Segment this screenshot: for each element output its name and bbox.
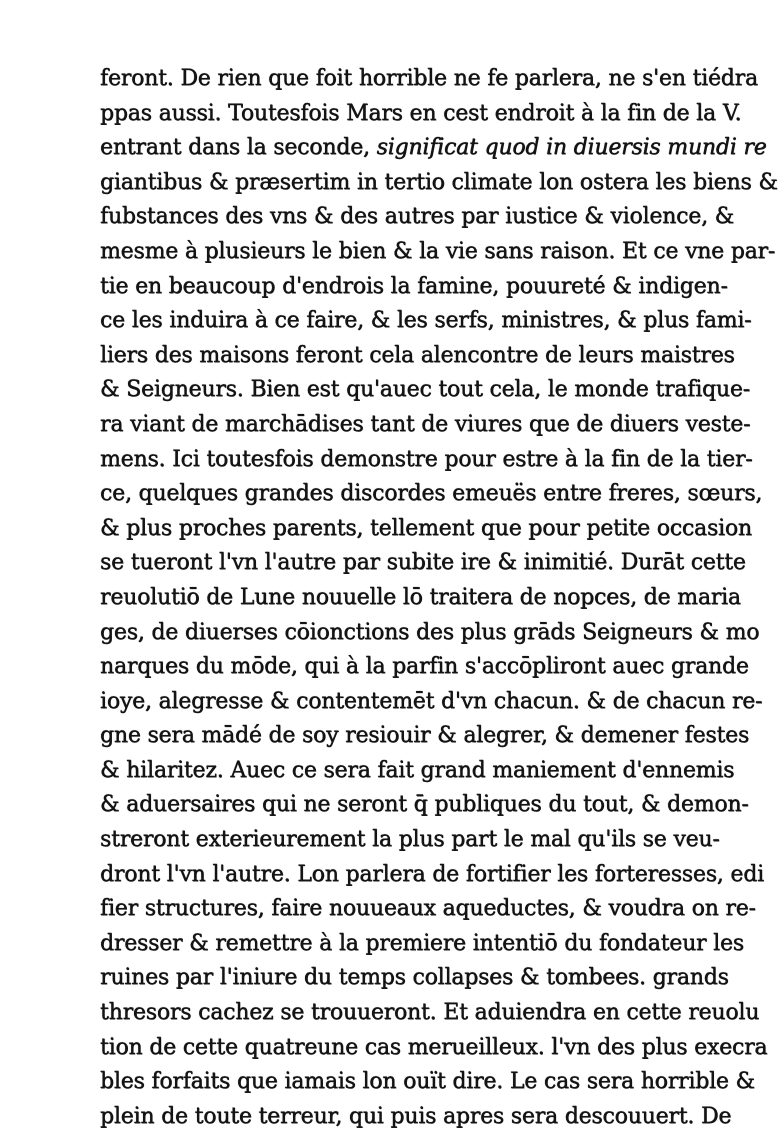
text-line: fubstances des vns & des autres par iustice & violence, &	[100, 204, 735, 230]
text-line: plein de toute terreur, qui puis apres sera descouuert. De	[100, 1103, 732, 1129]
text-line: ioye, alegresse & contentemēt d'vn chacun. & de chacun re-	[100, 688, 763, 714]
text-line: tion de cette quatreune cas merueilleux. l'vn des plus execra	[100, 1034, 768, 1060]
text-fragment: entrant dans la seconde,	[100, 135, 370, 161]
text-line: & aduersaires qui ne seront q̄ publiques du tout, & demon-	[100, 792, 749, 818]
text-line: giantibus & præsertim in tertio climate lon ostera les biens &	[100, 169, 778, 195]
text-line: thresors cachez se trouueront. Et aduiendra en cette reuolu	[100, 1000, 760, 1026]
text-line: mens. Ici toutesfois demonstre pour estre à la fin de la tier-	[100, 446, 753, 472]
text-line: ppas aussi. Toutesfois Mars en cest endroit à la fin de la V.	[100, 100, 742, 126]
text-line: & plus proches parents, tellement que pour petite occasion	[100, 515, 752, 541]
text-line: reuolutiō de Lune nouuelle lō traitera de nopces, de maria	[100, 584, 741, 610]
text-line: ce, quelques grandes discordes emeuës entre freres, sœurs,	[100, 481, 763, 507]
text-line: narques du mōde, qui à la parfin s'accōpliront auec grande	[100, 654, 749, 680]
text-line: dront l'vn l'autre. Lon parlera de fortifier les forteresses, edi	[100, 861, 764, 887]
text-line: fier structures, faire nouueaux aqueductes, & voudra on re-	[100, 896, 756, 922]
text-line-mixed	[100, 131, 767, 166]
text-line: liers des maisons feront cela alencontre de leurs maistres	[100, 342, 735, 368]
page-text	[100, 62, 778, 1134]
text-line: ges, de diuerses cōionctions des plus grāds Seigneurs & mo	[100, 619, 760, 645]
text-line: ce les induira à ce faire, & les serfs, ministres, & plus fami-	[100, 308, 752, 334]
text-line: gne sera mādé de soy resiouir & alegrer, & demener festes	[100, 723, 750, 749]
text-line: dresser & remettre à la premiere intentiō du fondateur les	[100, 930, 744, 956]
text-line: & hilaritez. Auec ce sera fait grand maniement d'ennemis	[100, 757, 735, 783]
text-line: se tueront l'vn l'autre par subite ire & inimitié. Durāt cette	[100, 550, 746, 576]
text-line: & Seigneurs. Bien est qu'auec tout cela, le monde trafique-	[100, 377, 750, 403]
text-line: bles forfaits que iamais lon ouït dire. Le cas sera horrible &	[100, 1069, 755, 1095]
text-line: feront. De rien que foit horrible ne fe parlera, ne s'en tiédra	[100, 66, 758, 91]
text-line: mesme à plusieurs le bien & la vie sans raison. Et ce vne par-	[100, 238, 776, 264]
text-line: ruines par l'iniure du temps collapses & tombees. grands	[100, 965, 729, 991]
italic-latin-fragment: significat quod in diuersis mundi re	[376, 135, 767, 161]
text-line: streront exterieurement la plus part le mal qu'ils se veu-	[100, 827, 720, 853]
text-line: tie en beaucoup d'endrois la famine, pouureté & indigen-	[100, 273, 728, 299]
text-line: ra viant de marchādises tant de viures que de diuers veste-	[100, 411, 751, 437]
